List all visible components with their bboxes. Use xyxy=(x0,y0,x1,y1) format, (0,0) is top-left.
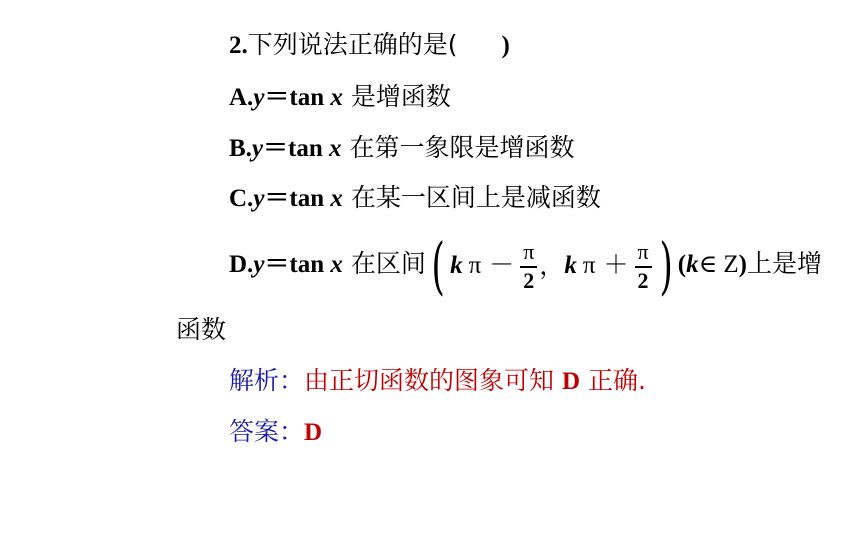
answer-label: 答案： xyxy=(229,417,305,446)
option-c-letter: C. xyxy=(229,185,254,212)
fraction-b-numerator: π xyxy=(637,238,649,264)
right-big-paren: ) xyxy=(659,229,673,303)
option-c-text: 在某一区间上是减函数 xyxy=(342,183,601,212)
option-a-letter: A. xyxy=(229,84,254,111)
analysis-text-before: 由正切函数的图象可知 xyxy=(304,366,562,395)
option-d-text-after: 上是增 xyxy=(746,249,822,278)
condition-k: k xyxy=(686,251,699,278)
option-a-text: 是增函数 xyxy=(342,82,451,111)
plus-sign: ＋ xyxy=(603,252,629,280)
fraction-pi-over-2-b xyxy=(634,239,651,294)
option-a xyxy=(229,82,451,113)
option-c-y: y xyxy=(253,185,265,212)
minus-sign: － xyxy=(489,252,515,280)
fraction-b-denominator: 2 xyxy=(635,266,652,294)
option-d-eq: ＝tan xyxy=(264,251,331,278)
option-b-x: x xyxy=(329,135,342,162)
analysis-text-after: 正确. xyxy=(580,366,646,395)
interval-comma: ， xyxy=(539,251,565,281)
answer-line xyxy=(229,417,322,448)
option-d xyxy=(229,229,822,303)
question-number: 2. xyxy=(229,32,248,59)
k-term-1: k xyxy=(450,252,463,280)
option-c-x: x xyxy=(330,185,343,212)
option-d-letter: D. xyxy=(229,251,254,278)
analysis-letter: D xyxy=(561,368,581,395)
option-b xyxy=(229,133,574,164)
k-term-2: k xyxy=(564,252,577,280)
option-d-continuation xyxy=(176,315,226,346)
fraction-pi-over-2-a xyxy=(520,239,537,294)
option-a-y: y xyxy=(253,84,265,111)
analysis-label: 解析： xyxy=(229,366,305,395)
option-c-eq: ＝tan xyxy=(264,185,331,212)
question-stem xyxy=(229,30,510,61)
option-b-y: y xyxy=(251,135,264,162)
question-close-paren: ) xyxy=(501,32,510,59)
condition-open-paren: ( xyxy=(677,251,687,278)
option-d-x: x xyxy=(330,251,343,278)
option-c xyxy=(229,183,601,214)
fraction-a-numerator: π xyxy=(523,238,535,264)
left-big-paren: ( xyxy=(431,229,445,303)
condition-in-z: ∈ Z xyxy=(698,251,739,278)
pi-symbol-2: π xyxy=(582,252,596,280)
fraction-a-denominator: 2 xyxy=(520,266,537,294)
interval-expression xyxy=(426,229,678,303)
option-b-text: 在第一象限是增函数 xyxy=(341,133,575,162)
option-b-eq: ＝tan xyxy=(263,135,330,162)
condition-close-paren: ) xyxy=(738,251,747,278)
option-b-letter: B. xyxy=(229,135,252,162)
option-a-x: x xyxy=(330,84,343,111)
option-d-continuation-text: 函数 xyxy=(176,315,227,344)
pi-symbol-1: π xyxy=(468,252,482,280)
answer-value: D xyxy=(304,419,323,446)
analysis-line xyxy=(229,366,646,397)
option-a-eq: ＝tan xyxy=(264,84,331,111)
question-text: 下列说法正确的是( xyxy=(247,30,458,59)
option-d-y: y xyxy=(253,251,265,278)
option-d-text-before: 在区间 xyxy=(342,249,426,278)
